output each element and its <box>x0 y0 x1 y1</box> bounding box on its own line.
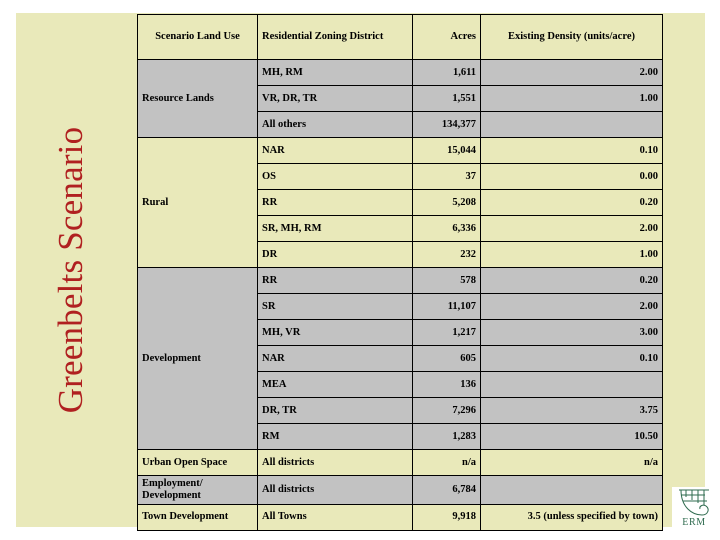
existing-density-cell: 0.10 <box>481 346 663 372</box>
existing-density-cell <box>481 372 663 398</box>
zoning-district-cell: MEA <box>258 372 413 398</box>
acres-cell: 7,296 <box>413 398 481 424</box>
existing-density-cell: 0.00 <box>481 164 663 190</box>
existing-density-cell: 0.10 <box>481 138 663 164</box>
zoning-district-cell: RR <box>258 268 413 294</box>
acres-cell: 15,044 <box>413 138 481 164</box>
existing-density-cell <box>481 476 663 505</box>
zoning-district-cell: RR <box>258 190 413 216</box>
scenario-land-use-cell: Employment/ Development <box>138 476 258 505</box>
acres-cell: 134,377 <box>413 112 481 138</box>
zoning-district-cell: SR, MH, RM <box>258 216 413 242</box>
acres-cell: 37 <box>413 164 481 190</box>
page-title: Greenbelts Scenario <box>51 126 90 414</box>
erm-mark-icon <box>672 487 716 519</box>
existing-density-cell: 3.5 (unless specified by town) <box>481 504 663 530</box>
column-header-density: Existing Density (units/acre) <box>481 15 663 60</box>
acres-cell: 578 <box>413 268 481 294</box>
zoning-district-cell: All districts <box>258 476 413 505</box>
table-row <box>138 268 663 294</box>
existing-density-cell: 10.50 <box>481 424 663 450</box>
acres-cell: 1,217 <box>413 320 481 346</box>
table-body <box>138 60 663 531</box>
column-header-zoning-district: Residential Zoning District <box>258 15 413 60</box>
acres-cell: 232 <box>413 242 481 268</box>
existing-density-cell: n/a <box>481 450 663 476</box>
acres-cell: n/a <box>413 450 481 476</box>
table-row <box>138 138 663 164</box>
existing-density-cell: 3.00 <box>481 320 663 346</box>
acres-cell: 11,107 <box>413 294 481 320</box>
table-header <box>138 15 663 60</box>
zoning-district-cell: OS <box>258 164 413 190</box>
zoning-district-cell: DR <box>258 242 413 268</box>
acres-cell: 5,208 <box>413 190 481 216</box>
existing-density-cell: 1.00 <box>481 242 663 268</box>
acres-cell: 1,283 <box>413 424 481 450</box>
zoning-district-cell: NAR <box>258 138 413 164</box>
acres-cell: 1,611 <box>413 60 481 86</box>
existing-density-cell: 0.20 <box>481 268 663 294</box>
erm-logo-text: ERM <box>682 517 706 528</box>
table-row <box>138 504 663 530</box>
column-header-land-use: Scenario Land Use <box>138 15 258 60</box>
zoning-district-cell: All Towns <box>258 504 413 530</box>
zoning-district-cell: SR <box>258 294 413 320</box>
acres-cell: 136 <box>413 372 481 398</box>
vertical-title-container <box>36 60 106 480</box>
existing-density-cell: 2.00 <box>481 60 663 86</box>
table-row <box>138 450 663 476</box>
scenario-land-use-cell: Town Development <box>138 504 258 530</box>
zoning-district-cell: MH, VR <box>258 320 413 346</box>
zoning-district-cell: VR, DR, TR <box>258 86 413 112</box>
existing-density-cell: 1.00 <box>481 86 663 112</box>
acres-cell: 605 <box>413 346 481 372</box>
acres-cell: 1,551 <box>413 86 481 112</box>
table-row <box>138 60 663 86</box>
scenario-land-use-cell: Resource Lands <box>138 60 258 138</box>
existing-density-cell: 2.00 <box>481 294 663 320</box>
acres-cell: 6,336 <box>413 216 481 242</box>
zoning-district-cell: All districts <box>258 450 413 476</box>
zoning-district-cell: DR, TR <box>258 398 413 424</box>
acres-cell: 9,918 <box>413 504 481 530</box>
zoning-district-cell: MH, RM <box>258 60 413 86</box>
table-header-row <box>138 15 663 60</box>
existing-density-cell: 0.20 <box>481 190 663 216</box>
scenario-land-use-table <box>137 14 663 531</box>
column-header-acres: Acres <box>413 15 481 60</box>
zoning-district-cell: NAR <box>258 346 413 372</box>
existing-density-cell: 3.75 <box>481 398 663 424</box>
zoning-district-cell: RM <box>258 424 413 450</box>
table-row <box>138 476 663 505</box>
scenario-land-use-cell: Rural <box>138 138 258 268</box>
scenario-land-use-cell: Development <box>138 268 258 450</box>
erm-logo <box>672 487 716 534</box>
existing-density-cell: 2.00 <box>481 216 663 242</box>
existing-density-cell <box>481 112 663 138</box>
zoning-district-cell: All others <box>258 112 413 138</box>
acres-cell: 6,784 <box>413 476 481 505</box>
scenario-land-use-cell: Urban Open Space <box>138 450 258 476</box>
